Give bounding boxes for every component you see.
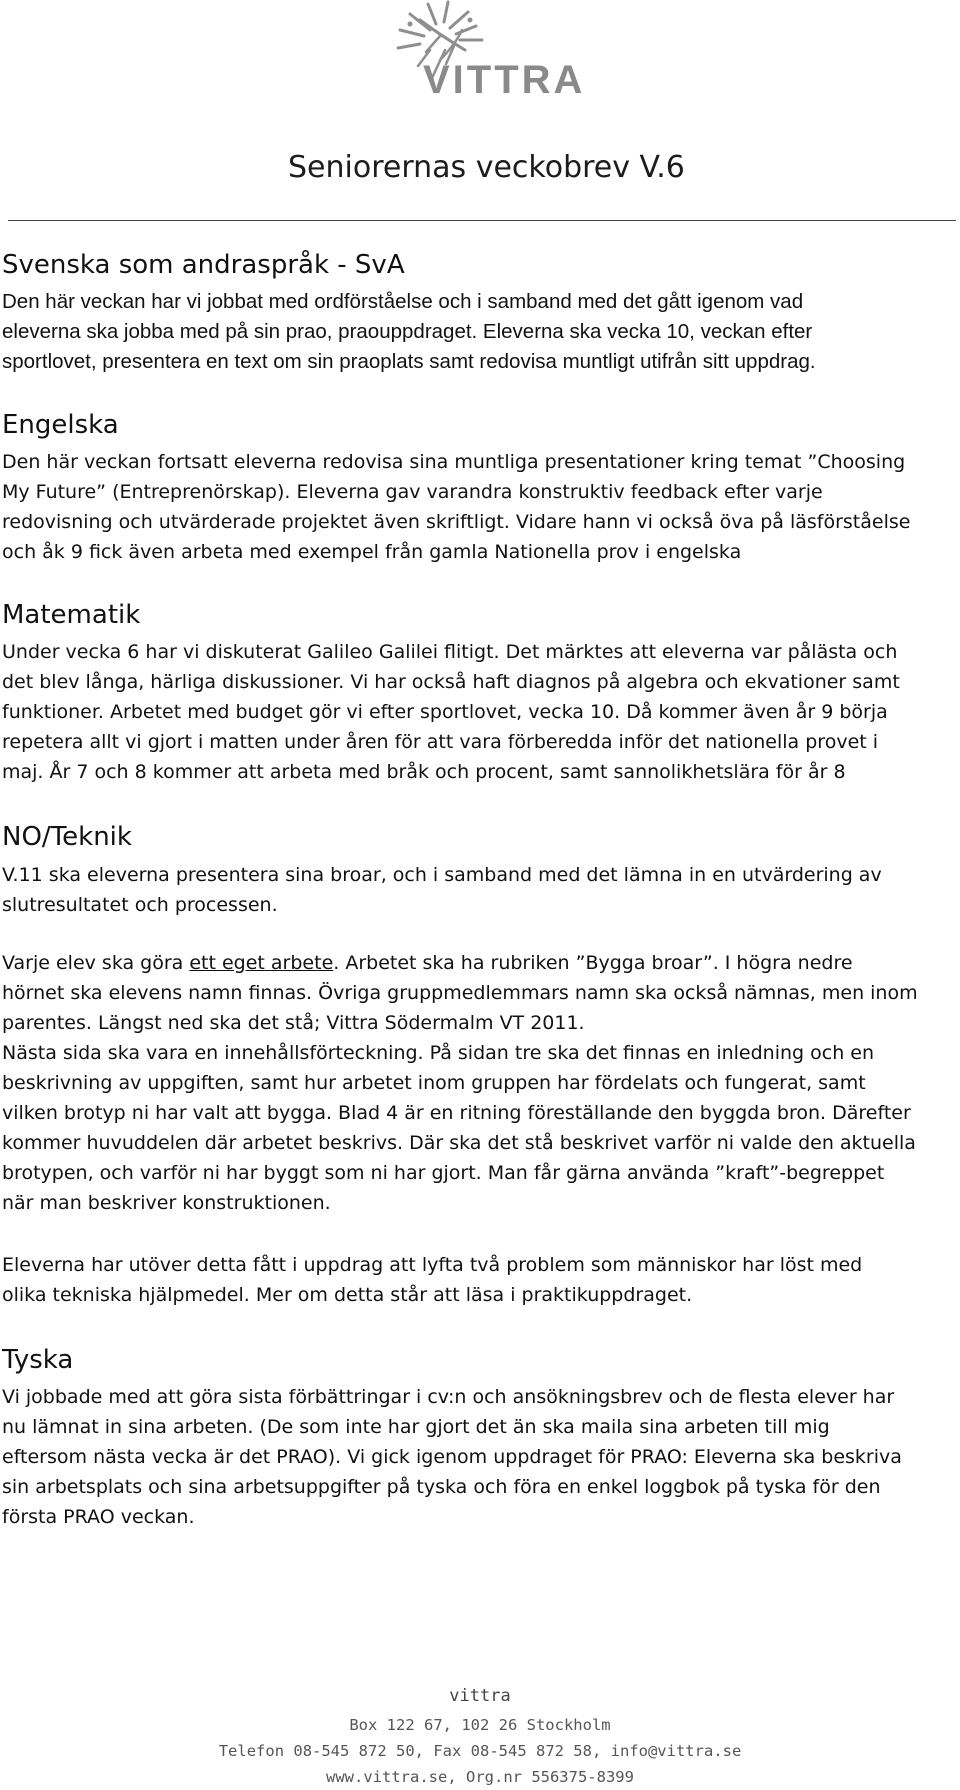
title-divider xyxy=(8,220,956,221)
section-body-tyska: Vi jobbade med att göra sista förbättringar i cv:n och ansökningsbrev och de flesta elever har nu lämnat in sina arbeten. (De som inte har gjort det än ska maila sina arbeten till mig eftersom nästa vecka är det PRAO). Vi gick igenom uppdraget för PRAO: Eleverna ska beskriva sin arbetsplats och sina arbetsuppgifter på tyska och föra en enkel loggbok på tyska för den första PRAO veckan. xyxy=(2,1386,902,1528)
section-heading-matematik: Matematik xyxy=(2,600,141,630)
footer-address: Box 122 67, 102 26 Stockholm xyxy=(349,1716,611,1734)
section-heading-tyska: Tyska xyxy=(2,1345,74,1375)
no-teknik-underlined-text: ett eget arbete xyxy=(189,952,334,974)
section-body-sva: Den här veckan har vi jobbat med ordförståelse och i samband med det gått igenom vad eleverna ska jobba med på sin prao, praouppdraget. Eleverna ska vecka 10, veckan efter sportlovet, presentera en text om sin praoplats samt redovisa muntligt utifrån sitt uppdrag. xyxy=(2,290,816,373)
footer-web: www.vittra.se, Org.nr 556375-8399 xyxy=(326,1768,634,1786)
footer-contact: Telefon 08-545 872 50, Fax 08-545 872 58, info@vittra.se xyxy=(218,1742,742,1760)
section-heading-no-teknik: NO/Teknik xyxy=(2,822,132,852)
no-teknik-text-pre: Varje elev ska göra xyxy=(2,952,190,974)
no-teknik-text-post: . Arbetet ska ha rubriken ”Bygga broar”. I högra nedre hörnet ska elevens namn finnas. Övriga gruppmedlemmars namn ska också nämnas, men inom parentes. Längst ned ska det stå; Vittra Södermalm VT 2011. Nästa sida ska vara en innehållsförteckning. På sidan tre ska det finnas en inledning och en beskrivning av uppgiften, samt hur arbetet inom gruppen har fördelats och fungerat, samt vilken brotyp ni har valt att bygga. Blad 4 är en ritning föreställande den byggda bron. Därefter kommer huvuddelen där arbetet beskrivs. Där ska det stå beskrivet varför ni valde den aktuella brotypen, och varför ni har byggt som ni har gjort. Man får gärna använda ”kraft”-begreppet när man beskriver konstruktionen. xyxy=(2,952,918,1214)
section-heading-sva: Svenska som andraspråk - SvA xyxy=(2,250,405,280)
section-body-matematik: Under vecka 6 har vi diskuterat Galileo Galilei flitigt. Det märktes att eleverna var pålästa och det blev långa, härliga diskussioner. Vi har också haft diagnos på algebra och ekvationer samt funktioner. Arbetet med budget gör vi efter sportlovet, vecka 10. Då kommer även år 9 börja repetera allt vi gjort i matten under åren för att vara förberedda inför det nationella provet i maj. År 7 och 8 kommer att arbeta med bråk och procent, samt sannolikhetslära för år 8 xyxy=(2,641,900,783)
logo-wordmark: VITTRA xyxy=(423,58,586,102)
section-heading-engelska: Engelska xyxy=(2,410,119,440)
section-body-no-teknik-1: V.11 ska eleverna presentera sina broar, och i samband med det lämna in en utvärdering av slutresultatet och processen. xyxy=(2,864,882,916)
section-body-no-teknik-2 xyxy=(2,948,957,1218)
footer-brand: vittra xyxy=(449,1686,511,1706)
section-body-no-teknik-3: Eleverna har utöver detta fått i uppdrag att lyfta två problem som människor har löst med olika tekniska hjälpmedel. Mer om detta står att läsa i praktikuppdraget. xyxy=(2,1254,863,1306)
section-body-engelska: Den här veckan fortsatt eleverna redovisa sina muntliga presentationer kring temat ”Choosing My Future” (Entreprenörskap). Eleverna gav varandra konstruktiv feedback efter varje redovisning och utvärderade projektet även skriftligt. Vidare hann vi också öva på läsförståelse och åk 9 fick även arbeta med exempel från gamla Nationella prov i engelska xyxy=(2,451,911,563)
page-title: Seniorernas veckobrev V.6 xyxy=(288,150,685,185)
